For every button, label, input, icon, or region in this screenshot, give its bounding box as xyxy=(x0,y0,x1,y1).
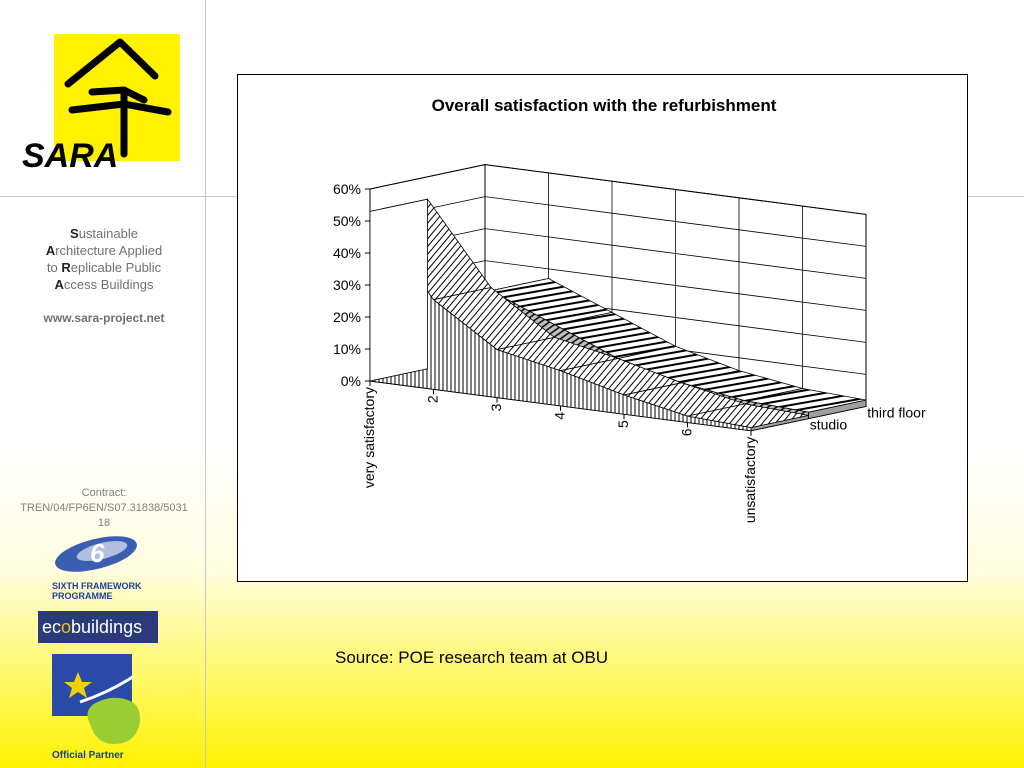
official-partner-label: Official Partner xyxy=(52,750,124,761)
project-name-line xyxy=(18,242,190,259)
sara-logo xyxy=(20,34,182,174)
project-word-rest: ustainable xyxy=(78,226,138,241)
satisfaction-chart xyxy=(238,75,969,583)
source-caption: Source: POE research team at OBU xyxy=(335,648,609,667)
svg-text:6: 6 xyxy=(90,538,105,568)
y-tick-label: 20% xyxy=(332,309,361,325)
svg-text:ecobuildings xyxy=(42,617,142,637)
contract-number: TREN/04/FP6EN/S07.31838/503118 xyxy=(20,502,188,529)
project-name-line xyxy=(18,259,190,276)
x-category-label: 3 xyxy=(488,403,504,412)
series-start-cap xyxy=(370,199,428,381)
project-name-line xyxy=(18,276,190,293)
sixth-framework-line1: SIXTH FRAMEWORK xyxy=(52,581,142,591)
x-category-label: 6 xyxy=(678,428,695,437)
sixth-framework-line2: PROGRAMME xyxy=(52,591,113,601)
project-name-line xyxy=(18,225,190,242)
project-url[interactable]: www.sara-project.net xyxy=(43,311,165,325)
contract-label: Contract: xyxy=(81,487,127,499)
y-tick-label: 30% xyxy=(332,277,361,293)
y-tick-label: 0% xyxy=(340,373,361,389)
ecobuildings-suffix: buildings xyxy=(71,617,143,637)
chart-title: Overall satisfaction with the refurbishment xyxy=(431,96,777,115)
project-initial: S xyxy=(70,226,79,241)
series-label: studio xyxy=(809,416,848,433)
x-category-label: 4 xyxy=(551,411,568,420)
y-tick-label: 50% xyxy=(332,213,361,229)
y-tick-label: 60% xyxy=(332,181,361,197)
project-initial: A xyxy=(45,243,56,258)
ecobuildings-prefix: ec xyxy=(42,617,62,637)
chart-frame xyxy=(237,74,968,582)
contract-info xyxy=(18,486,190,531)
x-category-label: very satisfactory xyxy=(361,387,377,489)
project-word-rest: to xyxy=(46,260,62,275)
project-initial: A xyxy=(54,277,64,292)
x-category-label: unsatisfactory xyxy=(742,436,758,524)
x-category-label: 5 xyxy=(615,420,631,428)
ecobuildings-o: o xyxy=(61,617,72,637)
x-category-label: 2 xyxy=(424,395,441,404)
project-word-rest: eplicable Public xyxy=(70,260,162,275)
official-partner-logo xyxy=(50,652,146,764)
project-initial: R xyxy=(61,260,71,275)
ecobuildings-logo xyxy=(38,611,158,643)
project-name xyxy=(18,225,190,293)
project-word-rest: rchitecture Applied xyxy=(55,243,163,258)
sixth-framework-logo xyxy=(50,533,146,601)
vertical-divider xyxy=(205,0,206,768)
project-word-rest: ccess Buildings xyxy=(63,277,154,292)
y-tick-label: 10% xyxy=(332,341,361,357)
series-label: third floor xyxy=(867,404,926,421)
y-tick-label: 40% xyxy=(332,245,361,261)
sara-logo-text: SARA xyxy=(22,137,119,174)
